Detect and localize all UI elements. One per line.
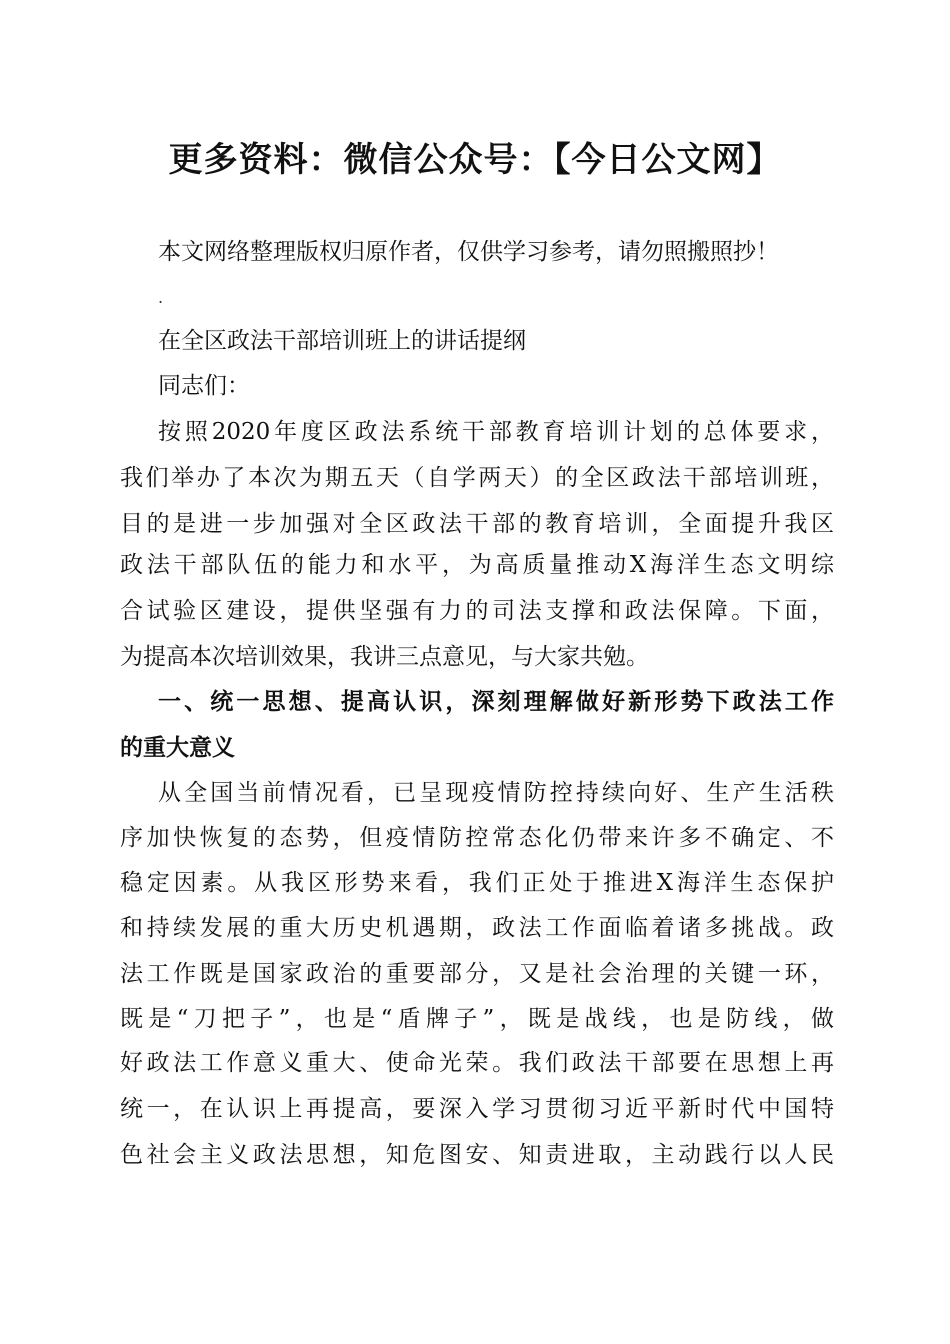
page-title: 更多资料：微信公众号：【今日公文网】: [168, 140, 782, 180]
paragraph-line: 法工作既是国家政治的重要部分，又是社会治理的关键一环，: [120, 961, 834, 987]
paragraph-line: 合试验区建设，提供坚强有力的司法支撑和政法保障。下面，: [120, 598, 834, 624]
paragraph-line: 为提高本次培训效果，我讲三点意见，与大家共勉。: [120, 644, 649, 670]
paragraph-line: 既是“刀把子”，也是“盾牌子”，既是战线，也是防线，做: [120, 1006, 834, 1032]
copyright-notice: 本文网络整理版权归原作者，仅供学习参考，请勿照搬照抄！: [158, 239, 779, 265]
paragraph-line: 好政法工作意义重大、使命光荣。我们政法干部要在思想上再: [120, 1050, 834, 1076]
paragraph-line: 政法干部队伍的能力和水平，为高质量推动X海洋生态文明综: [120, 552, 834, 578]
paragraph-line: 从全国当前情况看，已呈现疫情防控持续向好、生产生活秩: [158, 780, 834, 806]
paragraph-line: 序加快恢复的态势，但疫情防控常态化仍带来许多不确定、不: [120, 825, 834, 851]
document-title: 在全区政法干部培训班上的讲话提纲: [158, 328, 526, 354]
paragraph-line: 和持续发展的重大历史机遇期，政法工作面临着诸多挑战。政: [120, 915, 834, 941]
heading-line: 的重大意义: [120, 735, 235, 761]
paragraph-line: 目的是进一步加强对全区政法干部的教育培训，全面提升我区: [120, 511, 834, 537]
paragraph-line: 色社会主义政法思想，知危图安、知责进取，主动践行以人民: [120, 1142, 834, 1168]
heading-line: 一、统一思想、提高认识，深刻理解做好新形势下政法工作: [158, 689, 834, 715]
paragraph-line: 稳定因素。从我区形势来看，我们正处于推进X海洋生态保护: [120, 870, 834, 896]
notice-dot: .: [158, 288, 164, 307]
paragraph-line: 我们举办了本次为期五天（自学两天）的全区政法干部培训班，: [120, 465, 834, 491]
paragraph-line: 按照2020年度区政法系统干部教育培训计划的总体要求，: [158, 419, 834, 445]
paragraph-line: 统一，在认识上再提高，要深入学习贯彻习近平新时代中国特: [120, 1096, 834, 1122]
salutation: 同志们：: [158, 373, 250, 399]
